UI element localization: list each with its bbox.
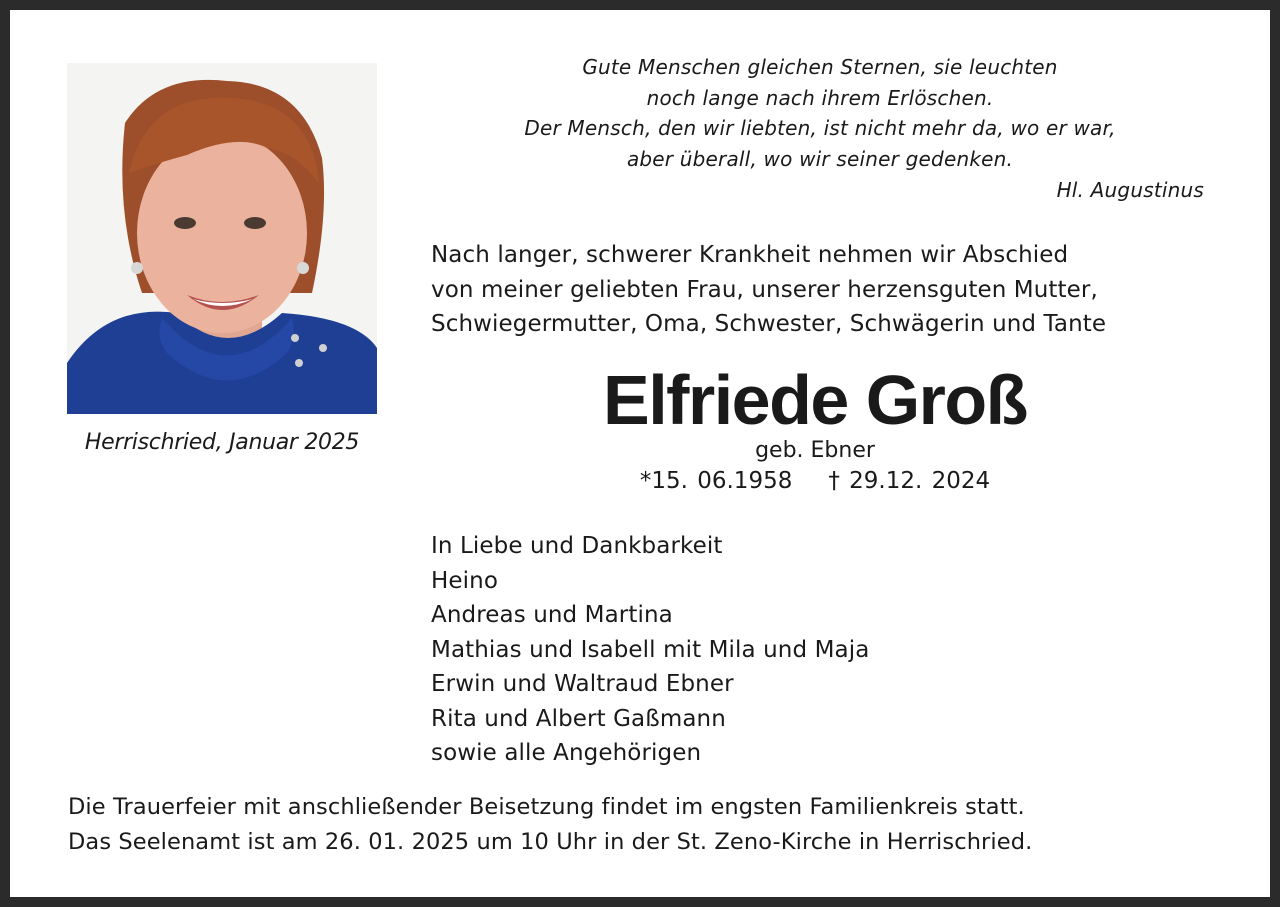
life-dates [570,468,1060,494]
photo-caption: Herrischried, Januar 2025 [84,430,360,455]
intro-text [431,238,1231,342]
death-date: † 29.12. 2024 [828,468,991,494]
quote-line: noch lange nach ihrem Erlöschen. [646,85,994,110]
quote-author: Hl. Augustinus [1056,178,1204,202]
intro-line: Nach langer, schwerer Krankheit nehmen wir Abschied [431,242,1069,268]
maiden-name: geb. Ebner [755,438,875,463]
quote-line: Der Mensch, den wir liebten, ist nicht mehr da, wo er war, [524,116,1116,140]
mourner-line: Heino [431,567,498,594]
portrait-illustration [67,63,377,414]
quote-line: Gute Menschen gleichen Sternen, sie leuchten [582,55,1058,79]
mourners-list [431,529,1131,771]
birth-date: *15. 06.1958 [639,468,793,494]
intro-line: Schwiegermutter, Oma, Schwester, Schwägerin und Tante [431,311,1107,337]
mourner-line: Erwin und Waltraud Ebner [431,671,734,697]
quote [450,52,1190,174]
funeral-info-line: Das Seelenamt ist am 26. 01. 2025 um 10 Uhr in der St. Zeno-Kirche in Herrischried. [68,828,1033,855]
mourner-line: In Liebe und Dankbarkeit [431,533,723,559]
mourner-line: Andreas und Martina [431,602,673,628]
obituary-notice [10,10,1270,897]
mourner-line: Rita und Albert Gaßmann [431,705,726,732]
mourner-line: Mathias und Isabell mit Mila und Maja [431,636,870,663]
portrait-photo [67,63,377,414]
deceased-name: Elfriede Groß [603,361,1027,439]
funeral-info-line: Die Trauerfeier mit anschließender Beisetzung findet im engsten Familienkreis statt. [68,794,1025,820]
intro-line: von meiner geliebten Frau, unserer herzensguten Mutter, [431,276,1098,303]
funeral-info [68,790,1248,859]
quote-line: aber überall, wo wir seiner gedenken. [626,146,1014,171]
mourner-line: sowie alle Angehörigen [431,740,702,766]
